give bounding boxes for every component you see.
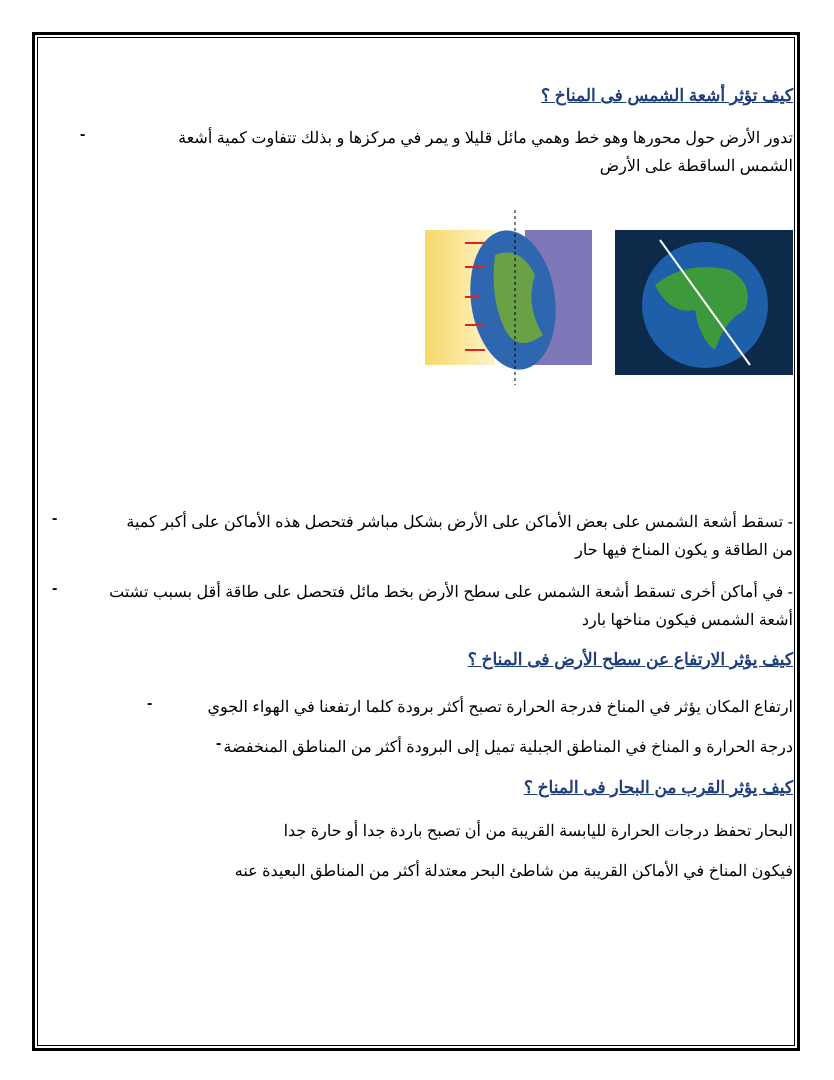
section-heading-sun: كيف تؤثر أشعة الشمس فى المناخ ؟ bbox=[541, 86, 793, 105]
earth-tilt-diagram bbox=[425, 205, 592, 387]
altitude-line2: درجة الحرارة و المناخ في المناطق الجبلية تميل إلى البرودة أكثر من المناطق المنخفضة bbox=[223, 739, 793, 756]
bullet-slanted-rays-line2: أشعة الشمس فيكون مناخها بارد bbox=[581, 612, 793, 629]
list-marker: - bbox=[80, 126, 86, 143]
paragraph-line: تدور الأرض حول محورها وهو خط وهمي مائل قليلا و يمر في مركزها و بذلك تتفاوت كمية أشعة bbox=[178, 130, 793, 147]
earth-globe-image bbox=[615, 230, 793, 375]
list-marker: - bbox=[52, 510, 58, 527]
bullet-slanted-rays-line1: - في أماكن أخرى تسقط أشعة الشمس على سطح الأرض بخط مائل فتحصل على طاقة أقل بسبب تشتت bbox=[109, 584, 793, 601]
section-heading-sea: كيف يؤثر القرب من البحار فى المناخ ؟ bbox=[523, 778, 793, 797]
bullet-direct-rays-line2: من الطاقة و يكون المناخ فيها حار bbox=[575, 542, 793, 559]
bullet-direct-rays-line1: - تسقط أشعة الشمس على بعض الأماكن على الأرض بشكل مباشر فتحصل هذه الأماكن على أكبر كمية bbox=[126, 514, 793, 531]
sea-line1: البحار تحفظ درجات الحرارة لليابسة القريبة من أن تصبح باردة جدا أو حارة جدا bbox=[283, 823, 793, 840]
paragraph-line: الشمس الساقطة على الأرض bbox=[599, 158, 793, 175]
altitude-line1: ارتفاع المكان يؤثر في المناخ فدرجة الحرارة تصبح أكثر برودة كلما ارتفعنا في الهواء الجوي bbox=[207, 699, 793, 716]
sea-line2: فيكون المناخ في الأماكن القريبة من شاطئ البحر معتدلة أكثر من المناطق البعيدة عنه bbox=[234, 863, 793, 880]
section-heading-altitude: كيف يؤثر الارتفاع عن سطح الأرض فى المناخ ؟ bbox=[467, 650, 793, 669]
list-marker: - bbox=[216, 735, 222, 752]
list-marker: - bbox=[52, 580, 58, 597]
list-marker: - bbox=[147, 695, 153, 712]
